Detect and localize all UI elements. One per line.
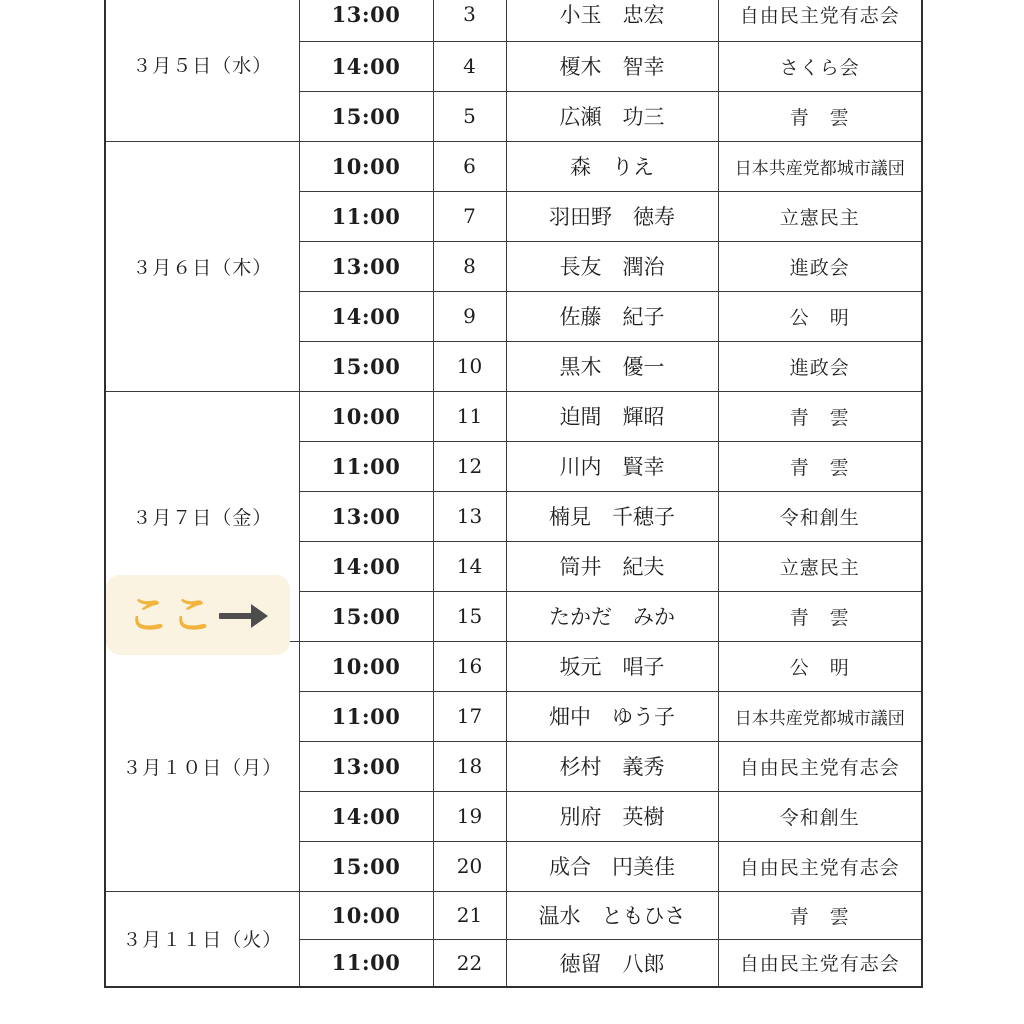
time-cell: 15:00 — [299, 841, 433, 891]
time-cell: 13:00 — [299, 0, 433, 41]
right-arrow-icon — [219, 602, 269, 630]
schedule-table — [104, 0, 923, 988]
speaker-name-cell: 徳留 八郎 — [506, 939, 718, 987]
seq-number-cell: 18 — [433, 741, 506, 791]
speaker-name-cell: たかだ みか — [506, 591, 718, 641]
party-cell: 青 雲 — [718, 391, 922, 441]
party-cell: 自由民主党有志会 — [718, 0, 922, 41]
date-cell: ３月７日（金） — [105, 391, 299, 641]
time-cell: 13:00 — [299, 741, 433, 791]
party-cell: 進政会 — [718, 241, 922, 291]
party-cell: 日本共産党都城市議団 — [718, 691, 922, 741]
speaker-name-cell: 畑中 ゆう子 — [506, 691, 718, 741]
party-cell: 立憲民主 — [718, 191, 922, 241]
schedule-row — [105, 0, 922, 41]
speaker-name-cell: 迫間 輝昭 — [506, 391, 718, 441]
party-cell: 立憲民主 — [718, 541, 922, 591]
party-cell: 日本共産党都城市議団 — [718, 141, 922, 191]
party-cell: 公 明 — [718, 641, 922, 691]
time-cell: 14:00 — [299, 41, 433, 91]
time-cell: 10:00 — [299, 641, 433, 691]
seq-number-cell: 11 — [433, 391, 506, 441]
schedule-row — [105, 891, 922, 939]
here-annotation — [106, 575, 290, 655]
speaker-name-cell: 杉村 義秀 — [506, 741, 718, 791]
time-cell: 13:00 — [299, 241, 433, 291]
speaker-name-cell: 榎木 智幸 — [506, 41, 718, 91]
speaker-name-cell: 川内 賢幸 — [506, 441, 718, 491]
party-cell: 自由民主党有志会 — [718, 841, 922, 891]
time-cell: 10:00 — [299, 891, 433, 939]
party-cell: 青 雲 — [718, 891, 922, 939]
date-cell: ３月６日（木） — [105, 141, 299, 391]
seq-number-cell: 6 — [433, 141, 506, 191]
time-cell: 13:00 — [299, 491, 433, 541]
time-cell: 10:00 — [299, 391, 433, 441]
seq-number-cell: 3 — [433, 0, 506, 41]
seq-number-cell: 8 — [433, 241, 506, 291]
time-cell: 15:00 — [299, 91, 433, 141]
seq-number-cell: 16 — [433, 641, 506, 691]
seq-number-cell: 19 — [433, 791, 506, 841]
seq-number-cell: 15 — [433, 591, 506, 641]
seq-number-cell: 22 — [433, 939, 506, 987]
time-cell: 14:00 — [299, 791, 433, 841]
seq-number-cell: 4 — [433, 41, 506, 91]
speaker-name-cell: 広瀬 功三 — [506, 91, 718, 141]
speaker-name-cell: 坂元 唱子 — [506, 641, 718, 691]
seq-number-cell: 14 — [433, 541, 506, 591]
schedule-table-body — [105, 0, 922, 987]
speaker-name-cell: 筒井 紀夫 — [506, 541, 718, 591]
time-cell: 10:00 — [299, 141, 433, 191]
date-cell: ３月１０日（月） — [105, 641, 299, 891]
speaker-name-cell: 小玉 忠宏 — [506, 0, 718, 41]
time-cell: 11:00 — [299, 691, 433, 741]
speaker-name-cell: 温水 ともひさ — [506, 891, 718, 939]
speaker-name-cell: 別府 英樹 — [506, 791, 718, 841]
speaker-name-cell: 楠見 千穂子 — [506, 491, 718, 541]
party-cell: 青 雲 — [718, 91, 922, 141]
schedule-row — [105, 391, 922, 441]
seq-number-cell: 13 — [433, 491, 506, 541]
speaker-name-cell: 羽田野 徳寿 — [506, 191, 718, 241]
party-cell: 青 雲 — [718, 591, 922, 641]
time-cell: 15:00 — [299, 341, 433, 391]
speaker-name-cell: 成合 円美佳 — [506, 841, 718, 891]
seq-number-cell: 20 — [433, 841, 506, 891]
time-cell: 11:00 — [299, 191, 433, 241]
seq-number-cell: 9 — [433, 291, 506, 341]
time-cell: 14:00 — [299, 291, 433, 341]
schedule-row — [105, 141, 922, 191]
speaker-name-cell: 森 りえ — [506, 141, 718, 191]
party-cell: 令和創生 — [718, 791, 922, 841]
time-cell: 14:00 — [299, 541, 433, 591]
seq-number-cell: 10 — [433, 341, 506, 391]
time-cell: 11:00 — [299, 441, 433, 491]
here-label: ここ — [126, 590, 215, 639]
time-cell: 15:00 — [299, 591, 433, 641]
speaker-name-cell: 黒木 優一 — [506, 341, 718, 391]
seq-number-cell: 12 — [433, 441, 506, 491]
party-cell: さくら会 — [718, 41, 922, 91]
time-cell: 11:00 — [299, 939, 433, 987]
date-cell: ３月５日（水） — [105, 0, 299, 141]
speaker-name-cell: 長友 潤治 — [506, 241, 718, 291]
speaker-name-cell: 佐藤 紀子 — [506, 291, 718, 341]
seq-number-cell: 5 — [433, 91, 506, 141]
party-cell: 青 雲 — [718, 441, 922, 491]
seq-number-cell: 7 — [433, 191, 506, 241]
party-cell: 公 明 — [718, 291, 922, 341]
seq-number-cell: 21 — [433, 891, 506, 939]
date-cell: ３月１１日（火） — [105, 891, 299, 987]
party-cell: 自由民主党有志会 — [718, 741, 922, 791]
party-cell: 進政会 — [718, 341, 922, 391]
party-cell: 令和創生 — [718, 491, 922, 541]
seq-number-cell: 17 — [433, 691, 506, 741]
party-cell: 自由民主党有志会 — [718, 939, 922, 987]
